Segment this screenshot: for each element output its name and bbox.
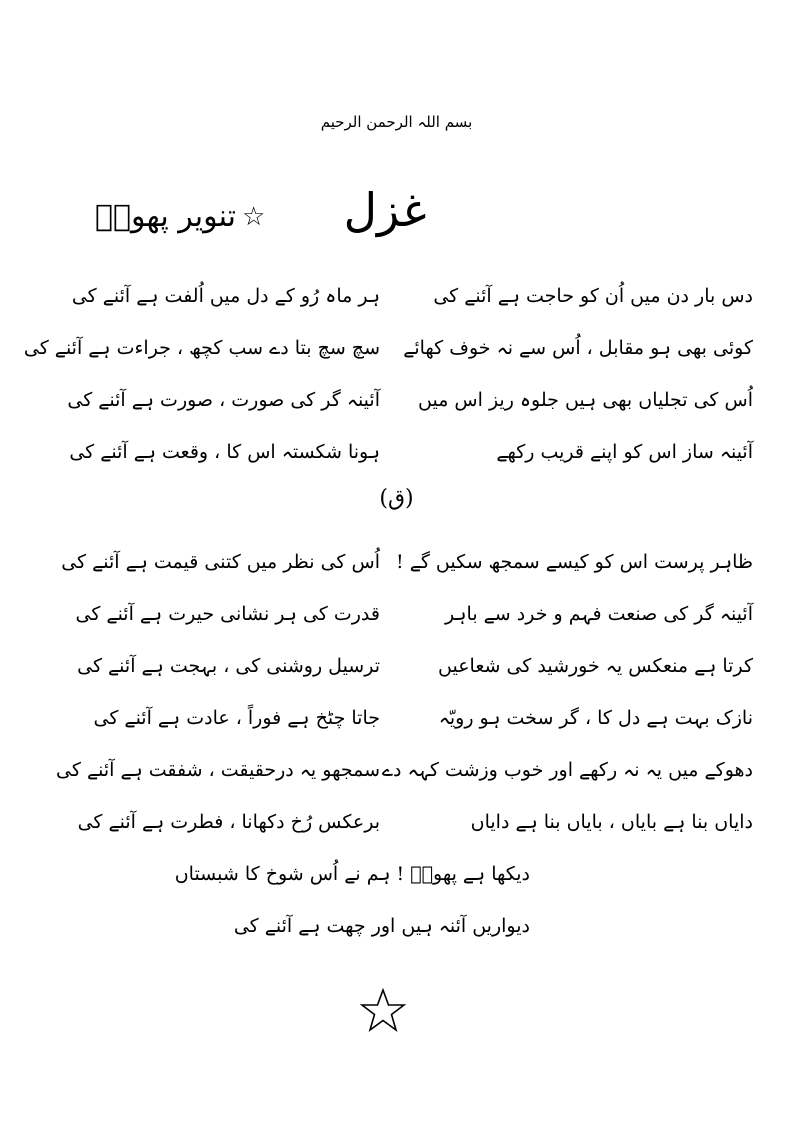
- qita-couplet-6-first-line: دایاں بنا ہے بایاں ، بایاں بنا ہے دایاں: [470, 811, 753, 833]
- qita-couplet-2-first-line: آئینہ گر کی صنعت فہم و خرد سے باہر: [444, 603, 753, 625]
- author-name: تنویر پھولؔ: [95, 199, 237, 234]
- qita-couplet-5-second-line: سمجھو یہ درحقیقت ، شفقت ہے آئنے کی: [56, 759, 380, 781]
- couplet-3-first-line: اُس کی تجلیاں بھی ہیں جلوہ ریز اس میں: [418, 389, 753, 411]
- qita-couplet-2-second-line: قدرت کی ہر نشانی حیرت ہے آئنے کی: [75, 603, 380, 625]
- qita-couplet-4-first-line: نازک بہت ہے دل کا ، گر سخت ہو رویّہ: [438, 707, 753, 729]
- couplet-2-second-line: سچ سچ بتا دے سب کچھ ، جراءت ہے آئنے کی: [23, 337, 380, 359]
- author-signature: [95, 192, 275, 242]
- poem-title: غزل: [343, 183, 427, 237]
- maqta-second-line: دیواریں آئنہ ہیں اور چھت ہے آئنے کی: [233, 915, 530, 937]
- qita-couplet-3-first-line: کرتا ہے منعکس یہ خورشید کی شعاعیں: [438, 655, 753, 677]
- qita-marker: (ق): [379, 486, 414, 511]
- couplet-4-first-line: آئینہ ساز اس کو اپنے قریب رکھے: [496, 441, 753, 463]
- couplet-2-first-line: کوئی بھی ہو مقابل ، اُس سے نہ خوف کھائے: [403, 337, 753, 359]
- bismillah-heading: بسم اللہ الرحمن الرحیم: [320, 113, 473, 131]
- qita-couplet-3-second-line: ترسیل روشنی کی ، بہجت ہے آئنے کی: [77, 655, 380, 677]
- qita-couplet-4-second-line: جاتا چٹخ ہے فوراً ، عادت ہے آئنے کی: [93, 707, 380, 729]
- couplet-4-second-line: ہونا شکستہ اس کا ، وقعت ہے آئنے کی: [69, 441, 380, 463]
- qita-couplet-5-first-line: دھوکے میں یہ نہ رکھے اور خوب وزشت کہہ دے: [381, 759, 753, 781]
- couplet-1-second-line: ہر ماہ رُو کے دل میں اُلفت ہے آئنے کی: [71, 285, 380, 307]
- qita-couplet-6-second-line: برعکس رُخ دکھانا ، فطرت ہے آئنے کی: [77, 811, 380, 833]
- maqta-first-line: دیکھا ہے پھولؔ ! ہم نے اُس شوخ کا شبستاں: [174, 863, 530, 885]
- couplet-1-first-line: دس بار دن میں اُن کو حاجت ہے آئنے کی: [433, 285, 753, 307]
- qita-couplet-1-first-line: ظاہر پرست اس کو کیسے سمجھ سکیں گے !: [396, 551, 753, 573]
- couplet-3-second-line: آئینہ گر کی صورت ، صورت ہے آئنے کی: [67, 389, 380, 411]
- end-star-icon: [360, 988, 406, 1034]
- author-star-icon: ☆: [242, 202, 266, 232]
- qita-couplet-1-second-line: اُس کی نظر میں کتنی قیمت ہے آئنے کی: [61, 551, 380, 573]
